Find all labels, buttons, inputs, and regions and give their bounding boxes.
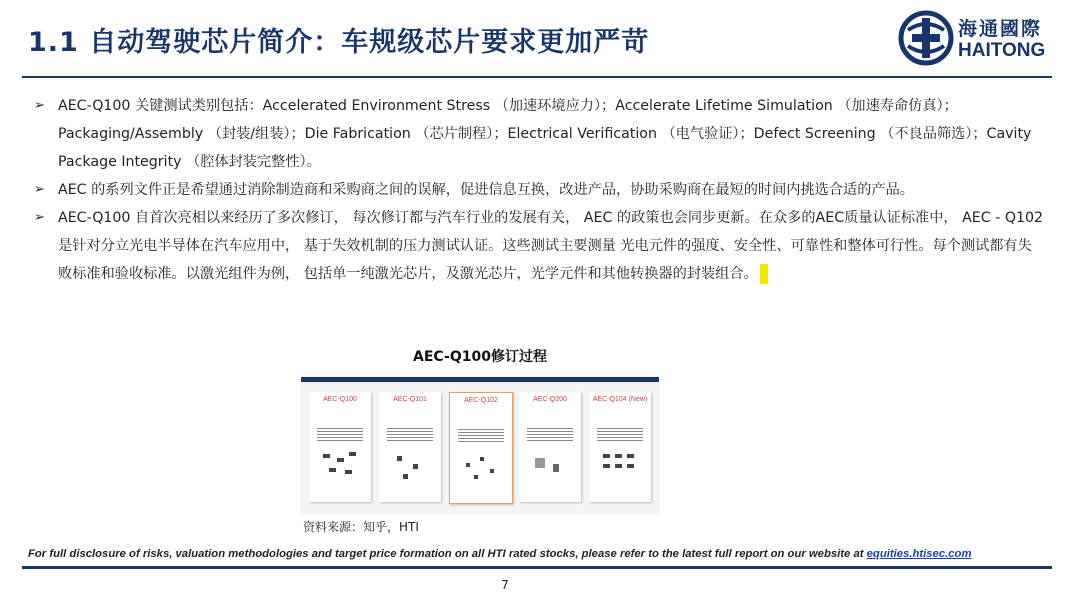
document-title: AEC-Q102 <box>464 397 498 404</box>
haitong-logo <box>898 8 1058 68</box>
website-link[interactable]: equities.htisec.com <box>866 548 972 560</box>
bullet-text: AEC-Q100 自首次亮相以来经历了多次修订， 每次修订都与汽车行业的发展有关， AEC 的政策也会同步更新。在众多的AEC质量认证标准中， AEC - Q102是针对分立光电半导体在汽车应用中， 基于失效机制的压力测试认证。这些测试主要测量 光电元件的强度、安全性、可靠性和整体可行性。每个测试都有失败标准和验收标准。以激光组件为例， 包括单一纯激光芯片，及激光芯片，光学元件和其他转换器的封装组合。 <box>58 210 1044 282</box>
disclaimer-text <box>28 548 971 560</box>
document-title: AEC-Q101 <box>393 396 427 403</box>
disclaimer-body: For full disclosure of risks, valuation methodologies and target price formation on all HTI rated stocks, please refer to the latest full report on our website at <box>28 548 867 560</box>
footer-divider <box>22 566 1052 569</box>
bullet-text: AEC-Q100 关键测试类别包括：Accelerated Environment Stress （加速环境应力）；Accelerate Lifetime Simulation （加速寿命仿真）；Packaging/Assembly （封装/组装）；Die Fabrication （芯片制程）；Electrical Verification （电气验证）；Defect Screening （不良品筛选）；Cavity Package Integrity （腔体封装完整性）。 <box>58 98 1032 170</box>
bullet-text: AEC 的系列文件正是希望通过消除制造商和采购商之间的误解，促进信息互换，改进产品，协助采购商在最短的时间内挑选合适的产品。 <box>58 182 914 198</box>
bullet-list <box>34 92 1044 288</box>
document-title: AEC-Q104 (New) <box>592 396 648 403</box>
text-cursor <box>760 264 768 284</box>
figure-source: 资料来源：知乎，HTI <box>303 520 419 534</box>
document-thumbnail <box>379 392 441 502</box>
document-title: AEC-Q100 <box>323 396 357 403</box>
bullet-item <box>34 204 1044 288</box>
bullet-item <box>34 92 1044 176</box>
bullet-item <box>34 176 1044 204</box>
logo-english-text: HAITONG <box>958 40 1046 61</box>
page-number: 7 <box>501 578 509 592</box>
logo-chinese-text: 海通國際 <box>958 18 1043 40</box>
document-title: AEC-Q200 <box>533 396 567 403</box>
document-thumbnail <box>309 392 371 502</box>
header-divider <box>22 76 1052 78</box>
aec-revision-figure <box>301 377 659 514</box>
figure-caption: AEC-Q100修订过程 <box>413 349 547 365</box>
document-thumbnail <box>589 392 651 502</box>
arrow-bullet-icon: ➢ <box>34 182 45 197</box>
haitong-emblem-icon <box>898 10 954 66</box>
arrow-bullet-icon: ➢ <box>34 98 45 113</box>
arrow-bullet-icon: ➢ <box>34 210 45 225</box>
slide-title: 1.1 自动驾驶芯片简介：车规级芯片要求更加严苛 <box>28 27 650 58</box>
document-thumbnail-highlighted <box>449 392 513 504</box>
document-thumbnail <box>519 392 581 502</box>
